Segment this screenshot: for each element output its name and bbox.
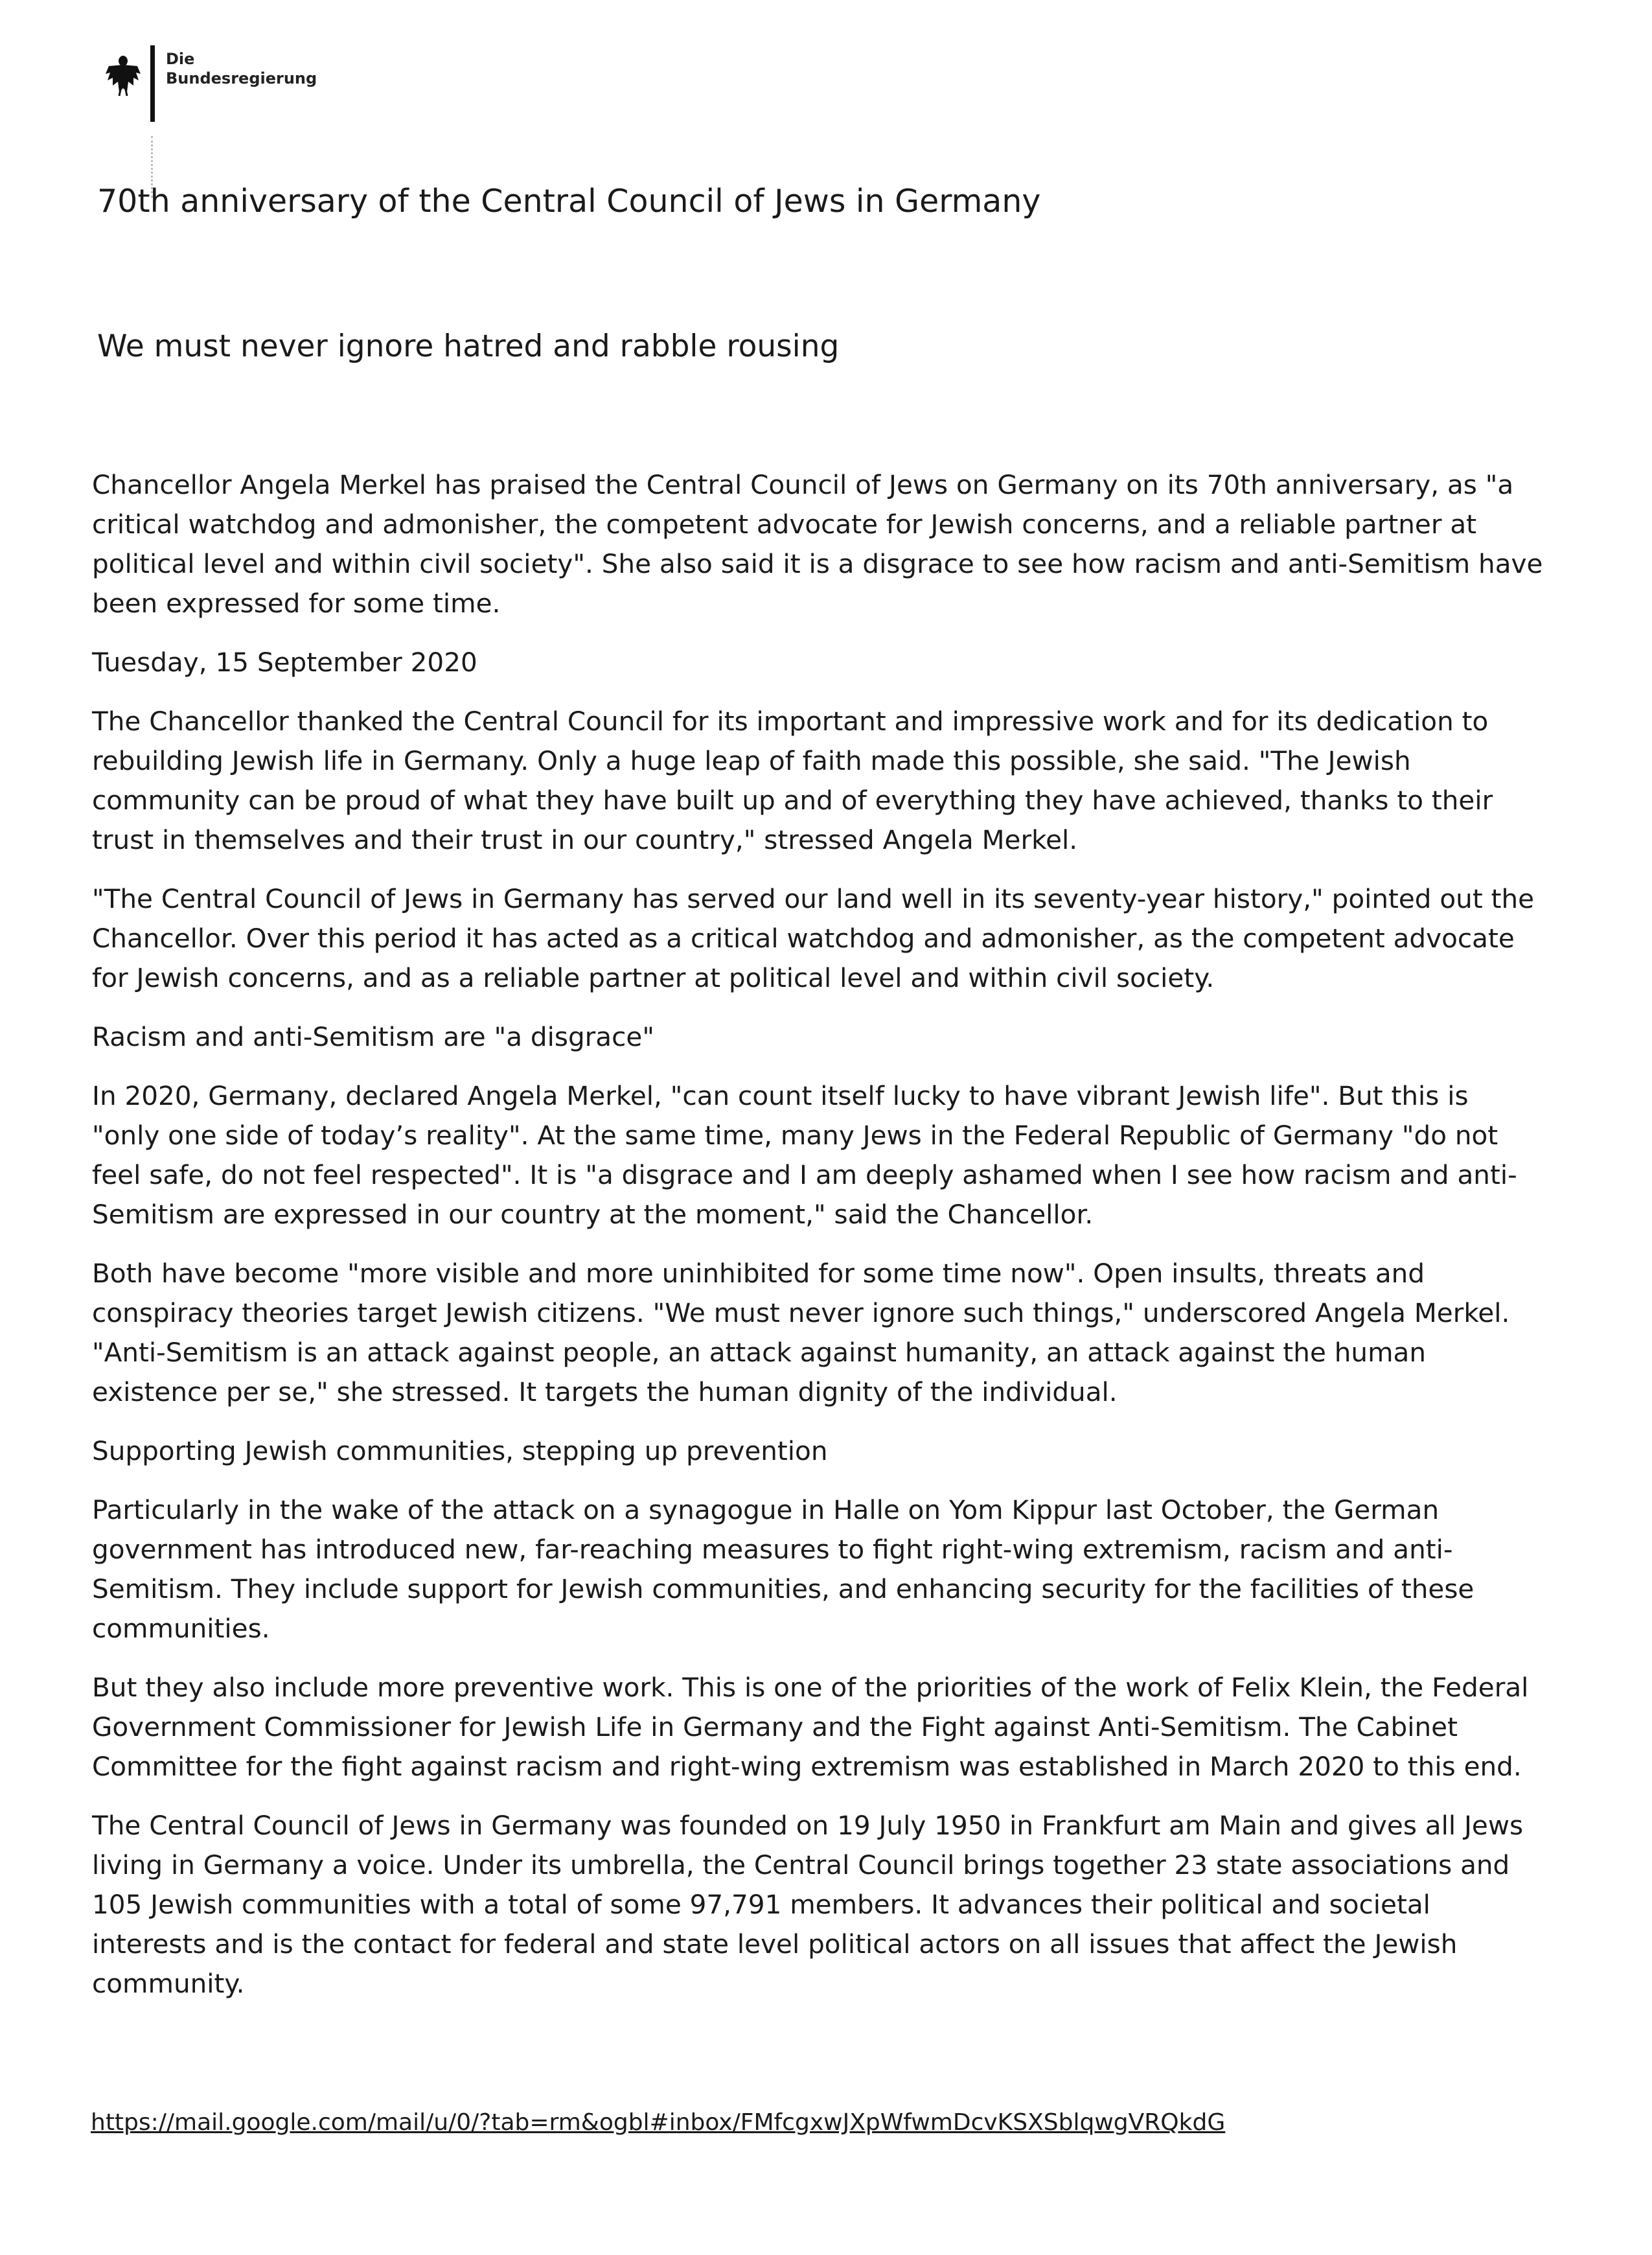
paragraph-5: Particularly in the wake of the attack on a synagogue in Halle on Yom Kippur last October, the German government has introduced new, far-reaching measures to fight right-wing extremism, racism and anti-Semitism. They include support for Jewish communities, and enhancing security for the facilities of these communities. [92,1494,1474,1644]
article-title: 70th anniversary of the Central Council of Jews in Germany [97,183,1041,220]
logo-line-2: Bundesregierung [166,69,317,87]
subheading-racism: Racism and anti-Semitism are "a disgrace" [92,1021,654,1052]
logo-line-1: Die [166,50,195,68]
paragraph-1: The Chancellor thanked the Central Council for its important and impressive work and for its dedication to rebuilding Jewish life in Germany. Only a huge leap of faith made this possible, she said. "The Jewish community can be proud of what they have built up and of everything they have achieved, thanks to their trust in themselves and their trust in our country," stressed Angela Merkel. [92,706,1493,855]
federal-eagle-icon [104,52,143,97]
paragraph-6: But they also include more preventive work. This is one of the priorities of the work of Felix Klein, the Federal Government Commissioner for Jewish Life in Germany and the Fight against Anti-Semitism. The Cabinet Committee for the fight against racism and right-wing extremism was established in March 2020 to this end. [92,1672,1529,1782]
paragraph-3: In 2020, Germany, declared Angela Merkel, "can count itself lucky to have vibrant Jewish life". But this is "only one side of today’s reality". At the same time, many Jews in the Federal Republic of Germany "do not feel safe, do not feel respected". It is "a disgrace and I am deeply ashamed when I see how racism and anti-Semitism are expressed in our country at the moment," said the Chancellor. [92,1080,1517,1230]
lead-paragraph: Chancellor Angela Merkel has praised the Central Council of Jews on Germany on its 70th anniversary, as "a critical watchdog and admonisher, the competent advocate for Jewish concerns, and a reliable partner at political level and within civil society". She also said it is a disgrace to see how racism and anti-Semitism have been expressed for some time. [92,469,1543,619]
government-logo [104,45,363,162]
subheading-prevention: Supporting Jewish communities, stepping up prevention [92,1435,828,1466]
article-subtitle: We must never ignore hatred and rabble rousing [97,329,840,364]
article-body [92,465,1543,2023]
logo-wordmark [166,49,317,88]
paragraph-4: Both have become "more visible and more uninhibited for some time now". Open insults, threats and conspiracy theories target Jewish citizens. "We must never ignore such things," underscored Angela Merkel. "Anti-Semitism is an attack against people, an attack against humanity, an attack against the human existence per se," she stressed. It targets the human dignity of the individual. [92,1258,1510,1407]
logo-divider [150,45,155,122]
publication-date: Tuesday, 15 September 2020 [92,647,477,678]
paragraph-2: "The Central Council of Jews in Germany has served our land well in its seventy-year history," pointed out the Chancellor. Over this period it has acted as a critical watchdog and admonisher, as the competent advocate for Jewish concerns, and as a reliable partner at political level and within civil society. [92,883,1535,993]
paragraph-7: The Central Council of Jews in Germany was founded on 19 July 1950 in Frankfurt am Main and gives all Jews living in Germany a voice. Under its umbrella, the Central Council brings together 23 state associations and 105 Jewish communities with a total of some 97,791 members. It advances their political and societal interests and is the contact for federal and state level political actors on all issues that affect the Jewish community. [92,1810,1524,1999]
source-url-link[interactable]: https://mail.google.com/mail/u/0/?tab=rm&ogbl#inbox/FMfcgxwJXpWfwmDcvKSXSblqwgVRQkdG [91,2109,1226,2136]
